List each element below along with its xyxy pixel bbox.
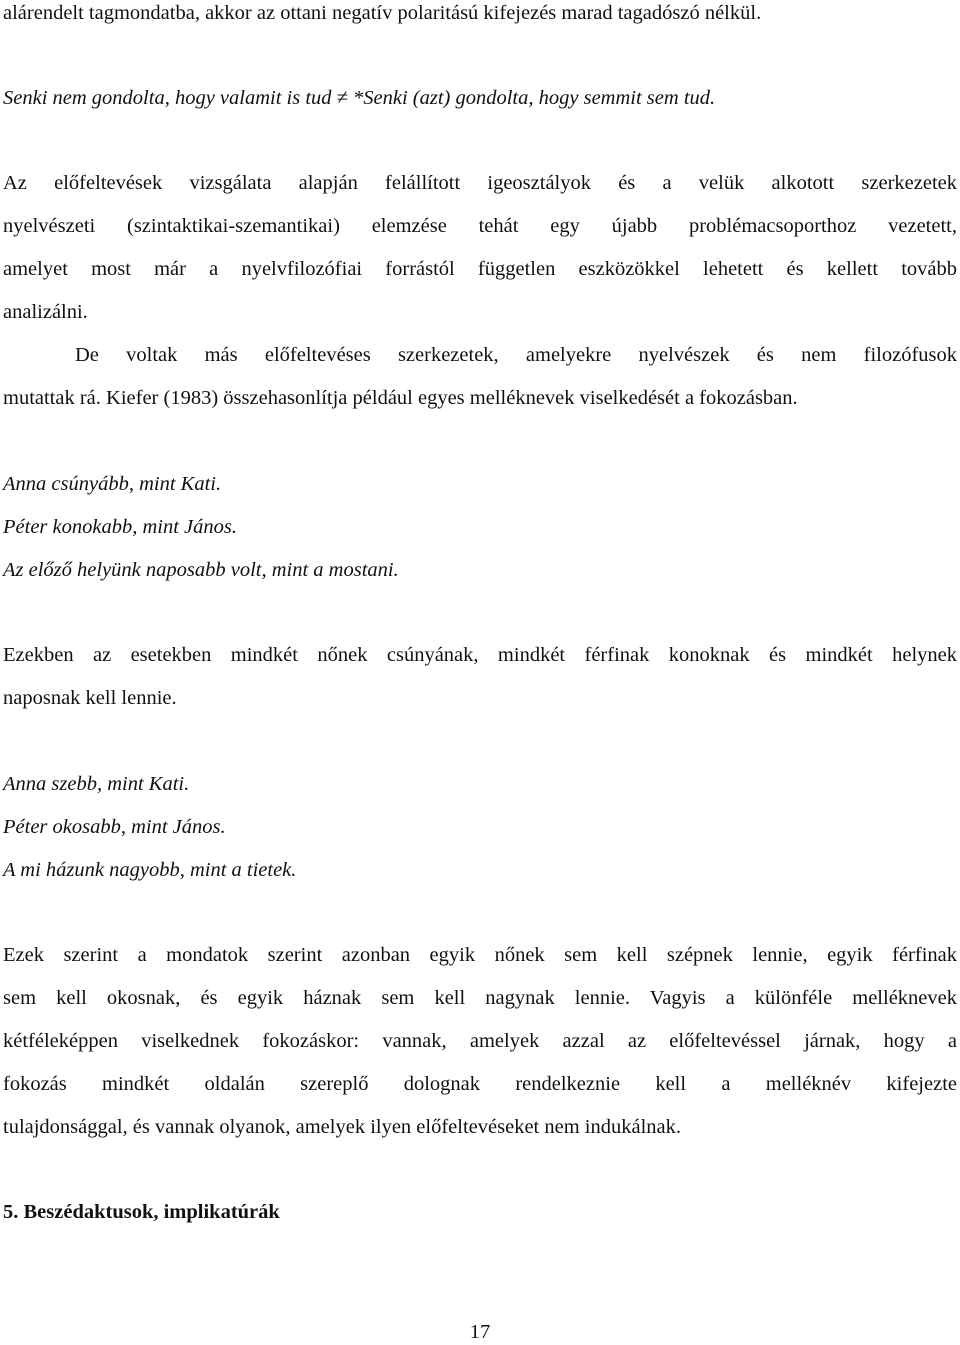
- text-line: amelyet most már a nyelvfilozófiai forrástól független eszközökkel lehetett és kellett tovább: [3, 258, 957, 280]
- example-sentence: Péter okosabb, mint János.: [3, 816, 226, 838]
- example-sentence: Péter konokabb, mint János.: [3, 516, 237, 538]
- example-sentence: Az előző helyünk naposabb volt, mint a mostani.: [3, 559, 399, 581]
- text-line: Az előfeltevések vizsgálata alapján felállított igeosztályok és a velük alkotott szerkezetek: [3, 172, 957, 194]
- text-line: nyelvészeti (szintaktikai-szemantikai) elemzése tehát egy újabb problémacsoporthoz vezetett,: [3, 215, 957, 237]
- text-line: fokozás mindkét oldalán szereplő dolognak rendelkeznie kell a melléknév kifejezte: [3, 1073, 957, 1095]
- text-line: tulajdonsággal, és vannak olyanok, amelyek ilyen előfeltevéseket nem indukálnak.: [3, 1116, 681, 1138]
- text-line: naposnak kell lennie.: [3, 687, 177, 709]
- text-line: Ezek szerint a mondatok szerint azonban egyik nőnek sem kell szépnek lennie, egyik férfinak: [3, 944, 957, 966]
- example-sentence: A mi házunk nagyobb, mint a tietek.: [3, 859, 297, 881]
- page-number: 17: [469, 1321, 491, 1343]
- text-line: sem kell okosnak, és egyik háznak sem kell nagynak lennie. Vagyis a különféle melléknevek: [3, 987, 957, 1009]
- section-heading: 5. Beszédaktusok, implikatúrák: [3, 1201, 280, 1223]
- example-sentence: Senki nem gondolta, hogy valamit is tud ≠ *Senki (azt) gondolta, hogy semmit sem tud.: [3, 87, 716, 109]
- text-line: De voltak más előfeltevéses szerkezetek, amelyekre nyelvészek és nem filozófusok: [75, 344, 957, 366]
- example-sentence: Anna csúnyább, mint Kati.: [3, 473, 222, 495]
- example-sentence: Anna szebb, mint Kati.: [3, 773, 190, 795]
- text-line: kétféleképpen viselkednek fokozáskor: vannak, amelyek azzal az előfeltevéssel járnak, hogy a: [3, 1030, 957, 1052]
- text-line: Ezekben az esetekben mindkét nőnek csúnyának, mindkét férfinak konoknak és mindkét helynek: [3, 644, 957, 666]
- text-line: mutattak rá. Kiefer (1983) összehasonlítja például egyes melléknevek viselkedését a fokozásban.: [3, 387, 798, 409]
- text-line: alárendelt tagmondatba, akkor az ottani negatív polaritású kifejezés marad tagadószó nélkül.: [3, 2, 762, 24]
- text-line: analizálni.: [3, 301, 88, 323]
